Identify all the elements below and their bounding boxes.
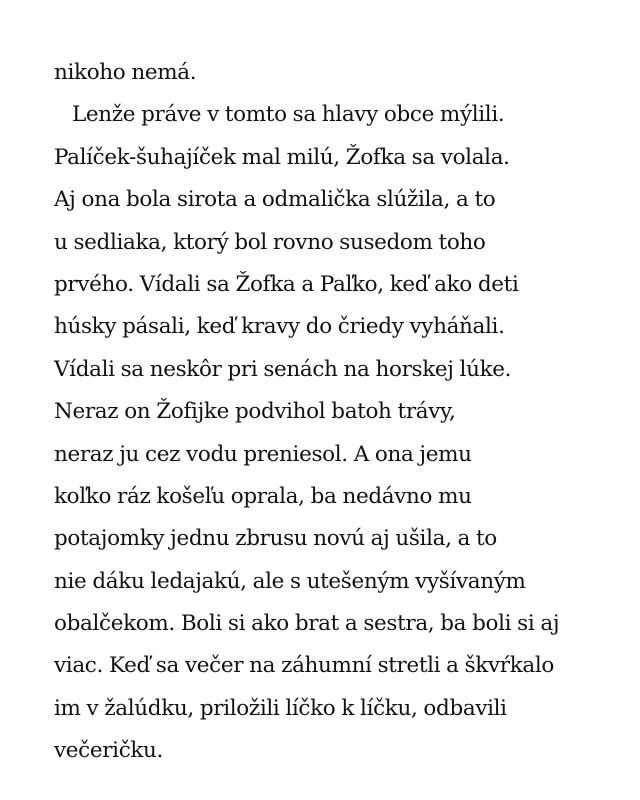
text-line: u sedliaka, ktorý bol rovno susedom toho bbox=[54, 229, 486, 255]
text-line: húsky pásali, keď kravy do čriedy vyháňali. bbox=[54, 314, 505, 340]
text-line: večeričku. bbox=[54, 738, 164, 764]
text-line: viac. Keď sa večer na záhumní stretli a škvŕkalo bbox=[54, 653, 554, 679]
text-line: obalčekom. Boli si ako brat a sestra, ba boli si aj bbox=[54, 611, 560, 637]
text-line: koľko ráz košeľu oprala, ba nedávno mu bbox=[54, 483, 472, 509]
paragraph-start-line: Lenže práve v tomto sa hlavy obce mýlili. bbox=[72, 102, 505, 128]
text-line: im v žalúdku, priložili líčko k líčku, odbavili bbox=[54, 695, 507, 721]
text-line: Neraz on Žofijke podvihol batoh trávy, bbox=[54, 399, 456, 425]
text-line: nie dáku ledajakú, ale s utešeným vyšívaným bbox=[54, 568, 526, 594]
text-line: potajomky jednu zbrusu novú aj ušila, a to bbox=[54, 526, 497, 552]
text-line: neraz ju cez vodu preniesol. A ona jemu bbox=[54, 441, 472, 467]
text-line: nikoho nemá. bbox=[54, 60, 197, 85]
text-line: Palíček-šuhajíček mal milú, Žofka sa volala. bbox=[54, 144, 510, 170]
text-line: prvého. Vídali sa Žofka a Paľko, keď ako deti bbox=[54, 271, 519, 297]
text-line: Aj ona bola sirota a odmalička slúžila, a to bbox=[54, 187, 496, 213]
text-line: Vídali sa neskôr pri senách na horskej lúke. bbox=[54, 356, 512, 382]
body-text bbox=[54, 52, 614, 773]
